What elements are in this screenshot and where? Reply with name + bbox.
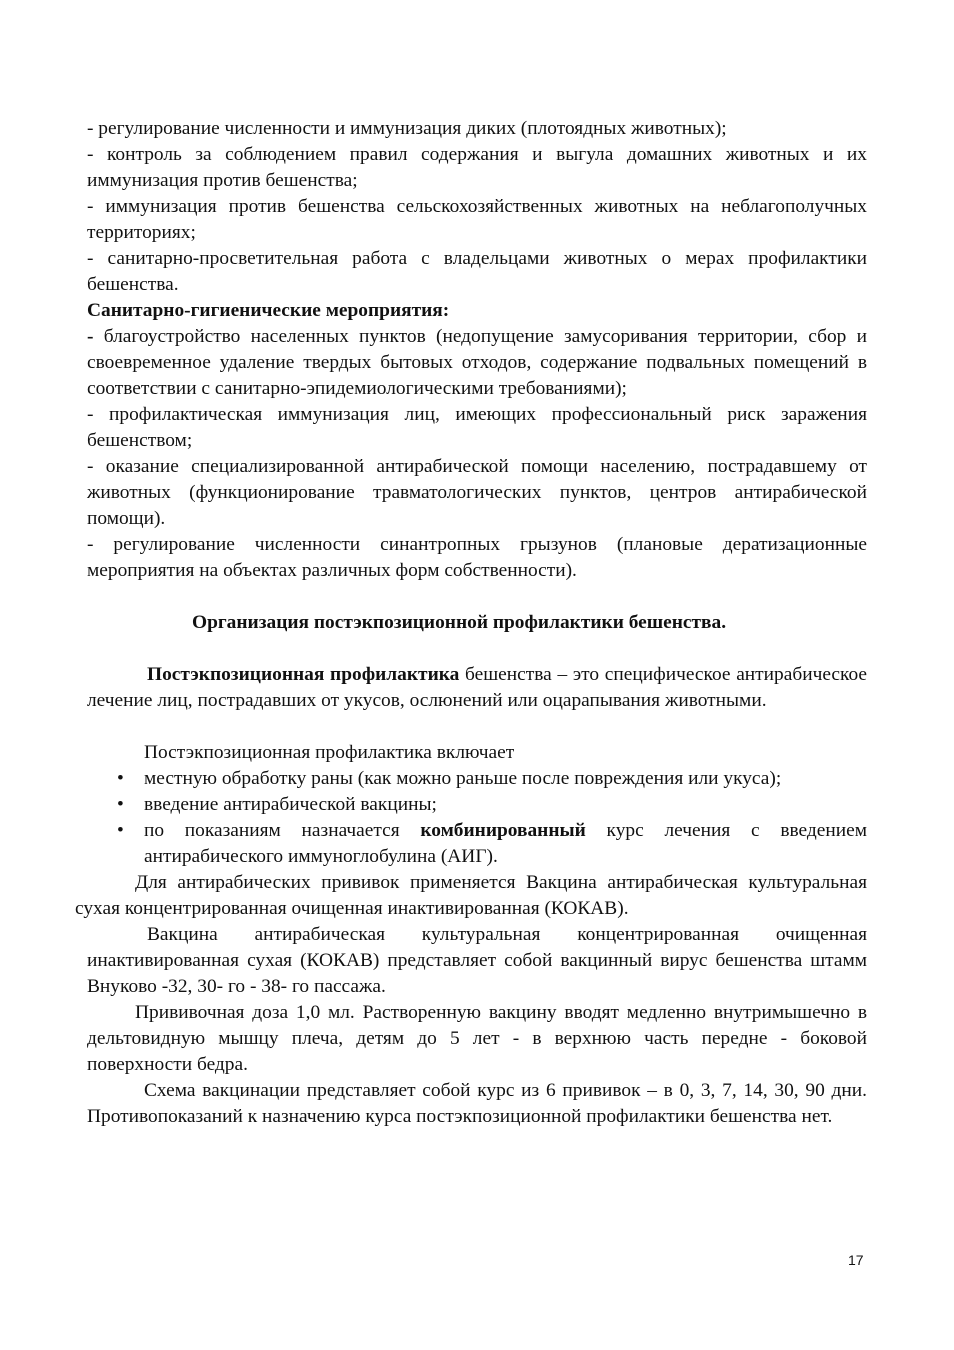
bullet-icon: • — [117, 768, 124, 789]
sanitary-item-4: - регулирование численности синантропных грызунов (плановые дератизационные мероприятия на объектах различных форм собственности). — [87, 534, 867, 581]
measure-line-3: - иммунизация против бешенства сельскохозяйственных животных на неблагополучных территориях; — [87, 196, 867, 243]
list-item-text: местную обработку раны (как можно раньше после повреждения или укуса); — [144, 768, 782, 789]
list-item-text-bold: комбинированный — [420, 820, 586, 841]
sanitary-item-1 — [87, 324, 867, 402]
vaccine-paragraph: Для антирабических прививок применяется Вакцина антирабическая культуральная сухая концентрированная очищенная инактивированная (КОКАВ). — [75, 872, 867, 919]
page-number: 17 — [848, 1252, 864, 1268]
measure-line-4: - санитарно-просветительная работа с владельцами животных о мерах профилактики бешенства. — [87, 248, 867, 295]
section-title: Организация постэкпозиционной профилактики бешенства. — [192, 612, 727, 633]
sanitary-item-1-dash: - — [87, 326, 94, 347]
bullet-icon: • — [117, 820, 124, 841]
definition-term: Постэкпозиционная профилактика — [147, 664, 460, 685]
schedule-paragraph: Схема вакцинации представляет собой курс из 6 прививок – в 0, 3, 7, 14, 30, 90 дни. Противопоказаний к назначению курса постэкпозиционной профилактики бешенства нет. — [87, 1080, 867, 1127]
dose-paragraph: Прививочная доза 1,0 мл. Растворенную вакцину вводят медленно внутримышечно в дельтовидную мышцу плеча, детям до 5 лет - в верхнюю часть передне - боковой поверхности бедра. — [87, 1002, 867, 1075]
document-body — [75, 116, 867, 1130]
bullet-icon: • — [117, 794, 124, 815]
includes-list — [87, 766, 867, 870]
sanitary-item-3: - оказание специализированной антирабической помощи населению, пострадавшему от животных (функционирование травматологических пунктов, центров антирабической помощи). — [87, 456, 867, 529]
list-item — [117, 766, 867, 792]
list-item-text: введение антирабической вакцины; — [144, 794, 437, 815]
list-item — [117, 792, 867, 818]
vaccine-description-paragraph: Вакцина антирабическая культуральная концентрированная очищенная инактивированная сухая (КОКАВ) представляет собой вакцинный вирус бешенства штамм Внуково -32, 30- го - 38- го пассажа. — [87, 924, 867, 997]
measure-line-2: - контроль за соблюдением правил содержания и выгула домашних животных и их иммунизация против бешенства; — [87, 144, 867, 191]
definition-paragraph — [87, 662, 867, 714]
sanitary-item-2: - профилактическая иммунизация лиц, имеющих профессиональный риск заражения бешенством; — [87, 404, 867, 451]
list-item-text-pre: по показаниям назначается — [144, 820, 421, 841]
list-item — [117, 818, 867, 870]
definition-text: бешенства – это специфическое антирабическое лечение лиц, пострадавших от укусов, ослюнений или оцарапывания животными. — [87, 664, 867, 711]
list-item-text-post: курс лечения с введением антирабического иммуноглобулина (АИГ). — [144, 820, 867, 867]
sanitary-heading: Санитарно-гигиенические мероприятия: — [87, 300, 450, 321]
sanitary-item-1-text: благоустройство населенных пунктов (недопущение замусоривания территории, сбор и своевременное удаление твердых бытовых отходов, содержание подвальных помещений в соответствии с санитарно-эпидемиологическими требованиями); — [87, 326, 867, 399]
measure-line-1: - регулирование численности и иммунизация диких (плотоядных животных); — [87, 118, 727, 139]
spacer — [87, 714, 867, 740]
includes-intro: Постэкпозиционная профилактика включает — [144, 742, 515, 763]
